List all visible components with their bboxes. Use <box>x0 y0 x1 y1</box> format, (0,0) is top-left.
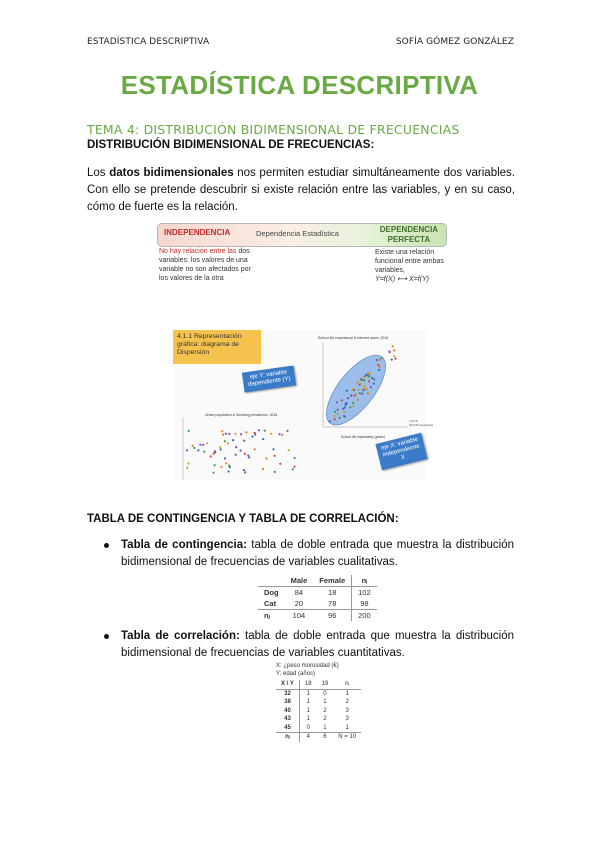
scatter-point <box>350 394 352 396</box>
scatter-point <box>352 402 354 404</box>
table-row: nⱼ 104 96 200 <box>258 610 377 622</box>
table-header-row: Male Female nᵢ <box>258 575 377 587</box>
scatter-point <box>199 444 201 446</box>
section-heading-bidimensional: DISTRIBUCIÓN BIDIMENSIONAL DE FRECUENCIAS: <box>87 139 375 151</box>
bold-term: datos bidimensionales <box>109 167 234 179</box>
scatter-point <box>342 408 344 410</box>
scatter-point <box>380 357 382 359</box>
scatter-point <box>353 395 355 397</box>
dependence-scale-bar <box>157 223 447 247</box>
scatter-point <box>368 380 370 382</box>
scatter-point <box>349 406 351 408</box>
table-row: Cat 20 78 98 <box>258 598 377 610</box>
scatter-point <box>356 381 358 383</box>
legend-note-2: (N=151 countries) <box>409 423 433 427</box>
scatter-point <box>228 433 230 435</box>
header-left: ESTADÍSTICA DESCRIPTIVA <box>87 37 210 47</box>
table-row: 43 1 2 3 <box>276 715 361 724</box>
scatter-point <box>203 451 205 453</box>
topic-heading: TEMA 4: DISTRIBUCIÓN BIDIMENSIONAL DE FRECUENCIAS <box>87 122 460 137</box>
table-row: 45 0 1 1 <box>276 724 361 733</box>
top-plot-xlabel: School life expectancy (years) <box>341 435 385 439</box>
scatter-point <box>288 449 290 451</box>
scatter-point <box>367 372 369 374</box>
scatter-point <box>278 433 280 435</box>
scatter-point <box>359 392 361 394</box>
scatter-point <box>362 389 364 391</box>
bullet-term: Tabla de contingencia: <box>121 539 247 551</box>
scatter-point <box>197 449 199 451</box>
table-row: 32 1 0 1 <box>276 689 361 698</box>
scatter-point <box>272 448 274 450</box>
scatter-point <box>193 447 195 449</box>
scatter-point <box>347 397 349 399</box>
scatter-point <box>357 389 359 391</box>
scatter-point <box>187 463 189 465</box>
scatter-point <box>214 450 216 452</box>
scatter-point <box>270 433 272 435</box>
correlation-table <box>276 680 361 742</box>
correlation-caption-x: X: ¿peso morosidad (€) <box>276 663 339 669</box>
scatter-point <box>343 415 345 417</box>
scatter-point <box>186 467 188 469</box>
scatter-point <box>214 464 216 466</box>
scatter-point <box>224 440 226 442</box>
scatter-point <box>346 402 348 404</box>
scatter-point <box>352 405 354 407</box>
scatter-point <box>339 417 341 419</box>
y-axis-callout: eje Y: variable dependiente (Y) <box>242 365 296 392</box>
scatter-point <box>286 430 288 432</box>
scatter-figure <box>173 330 433 480</box>
scatter-point <box>202 444 204 446</box>
top-plot-title: School life expectancy & Internet users, 2016 <box>318 336 389 340</box>
scatter-point <box>206 442 208 444</box>
independence-label: INDEPENDENCIA <box>164 228 231 237</box>
scatter-point <box>394 358 396 360</box>
scatter-point <box>235 446 237 448</box>
statistical-dependence-label: Dependencia Estadística <box>256 229 339 238</box>
table-row: Dog 84 18 102 <box>258 587 377 599</box>
scatter-point <box>225 462 227 464</box>
independence-description: No hay relación entre las dos variables: los valores de una variable no son afectados por los valores de la otra <box>159 248 251 282</box>
scatter-point <box>243 440 245 442</box>
scatter-point <box>393 355 395 357</box>
scatter-point <box>373 383 375 385</box>
bullet-correlation: Tabla de correlación: tabla de doble entrada que muestra la distribución bidimensional de frecuencias de variables cuantitativas. <box>121 630 515 659</box>
legend-note: r=0.75 <box>409 419 418 423</box>
bullet-1-dot <box>104 543 109 548</box>
scatter-point <box>220 448 222 450</box>
scatter-point <box>343 411 345 413</box>
scatter-point <box>341 399 343 401</box>
scatter-point <box>279 463 281 465</box>
scatter-point <box>254 448 256 450</box>
scatter-point <box>281 434 283 436</box>
scatter-point <box>274 471 276 473</box>
scatter-point <box>361 393 363 395</box>
scatter-point <box>364 377 366 379</box>
scatter-point <box>225 433 227 435</box>
trend-ellipse <box>316 346 396 434</box>
page-title: ESTADÍSTICA DESCRIPTIVA <box>120 70 479 100</box>
scatter-point <box>337 413 339 415</box>
scatter-point <box>234 433 236 435</box>
bullet-2-dot <box>104 634 109 639</box>
scatter-point <box>337 409 339 411</box>
scatter-point <box>222 434 224 436</box>
scatter-point <box>292 468 294 470</box>
bullet-term: Tabla de correlación: <box>121 630 240 642</box>
scatter-point <box>357 399 359 401</box>
scatter-point <box>247 454 249 456</box>
scatter-point <box>368 375 370 377</box>
scatter-point <box>373 378 375 380</box>
scatter-point <box>377 364 379 366</box>
formula: Y=f(X) ⟷ X=f(Y) <box>375 276 429 283</box>
scatter-point <box>353 389 355 391</box>
scatter-point <box>251 435 253 437</box>
scatter-point <box>262 468 264 470</box>
scatter-point <box>371 377 373 379</box>
scatter-point <box>240 433 242 435</box>
scatter-point <box>365 374 367 376</box>
scatter-point <box>359 384 361 386</box>
header-right: SOFÍA GÓMEZ GONZÁLEZ <box>395 37 514 47</box>
scatter-point <box>367 392 369 394</box>
scatter-point <box>244 453 246 455</box>
scatter-point <box>224 457 226 459</box>
scatter-point <box>334 411 336 413</box>
table-header-row: X \ Y 18 19 nᵢ <box>276 680 361 689</box>
scatter-point <box>188 430 190 432</box>
scatter-point <box>227 442 229 444</box>
section-heading-tables: TABLA DE CONTINGENCIA Y TABLA DE CORRELACIÓN: <box>87 513 399 525</box>
scatter-point <box>212 472 214 474</box>
dependence-diagram <box>157 223 447 293</box>
scatter-point <box>392 345 394 347</box>
intro-paragraph: Los datos bidimensionales nos permiten estudiar simultáneamente dos variables. Con ello se pretende descubrir si existe relación entre las variables, y en su caso, cómo de fuerte es la relación. <box>87 167 515 213</box>
scatter-point <box>220 466 222 468</box>
scatter-point <box>363 385 365 387</box>
scatter-point <box>333 415 335 417</box>
scatter-point <box>228 465 230 467</box>
x-axis-callout: eje X: variable independiente X <box>375 433 427 471</box>
correlation-caption-y: Y: edad (años) <box>276 671 316 677</box>
scatter-point <box>346 390 348 392</box>
scatter-point <box>254 432 256 434</box>
bullet-contingency: Tabla de contingencia: tabla de doble entrada que muestra la distribución bidimensional de frecuencias de variables cualitativas. <box>121 539 515 568</box>
scatter-point <box>243 469 245 471</box>
scatter-point <box>244 471 246 473</box>
scatter-point <box>262 438 264 440</box>
scatter-point <box>265 457 267 459</box>
scatter-point <box>221 430 223 432</box>
scatter-point <box>186 449 188 451</box>
bottom-plot-dots <box>186 429 296 474</box>
table-row: 40 1 2 3 <box>276 707 361 716</box>
scatter-point <box>391 359 393 361</box>
scatter-point <box>376 359 378 361</box>
correlation-table-block <box>276 662 366 742</box>
scatter-point <box>264 430 266 432</box>
scatter-point <box>378 369 380 371</box>
perfect-dependence-label: DEPENDENCIA PERFECTA <box>379 225 438 244</box>
scatter-point <box>192 445 194 447</box>
scatter-point <box>393 349 395 351</box>
contingency-table <box>258 575 377 621</box>
perfect-dependence-description: Existe una relación funcional entre ambas variables, Y=f(X) ⟷ X=f(Y) <box>375 248 451 284</box>
scatter-point <box>219 446 221 448</box>
scatter-point <box>294 457 296 459</box>
scatter-point <box>379 359 381 361</box>
scatter-point <box>370 386 372 388</box>
scatter-point <box>258 429 260 431</box>
scatter-point <box>329 420 331 422</box>
scatter-point <box>232 439 234 441</box>
table-row: 38 1 1 2 <box>276 698 361 707</box>
scatter-point <box>245 431 247 433</box>
bottom-plot-title: Urban population & Smoking prevalence, 2016 <box>205 413 278 417</box>
scatter-point <box>235 454 237 456</box>
scatter-callout: 4.1.1 Representación gráfica: diagrama de Dispersión <box>173 330 261 364</box>
scatter-point <box>293 466 295 468</box>
scatter-point <box>210 455 212 457</box>
scatter-point <box>228 470 230 472</box>
scatter-point <box>336 401 338 403</box>
scatter-point <box>274 455 276 457</box>
scatter-point <box>362 379 364 381</box>
table-sum-row: nⱼ 4 6 N = 10 <box>276 733 361 742</box>
scatter-point <box>366 388 368 390</box>
scatter-point <box>388 351 390 353</box>
scatter-point <box>248 456 250 458</box>
scatter-point <box>334 418 336 420</box>
scatter-point <box>240 450 242 452</box>
